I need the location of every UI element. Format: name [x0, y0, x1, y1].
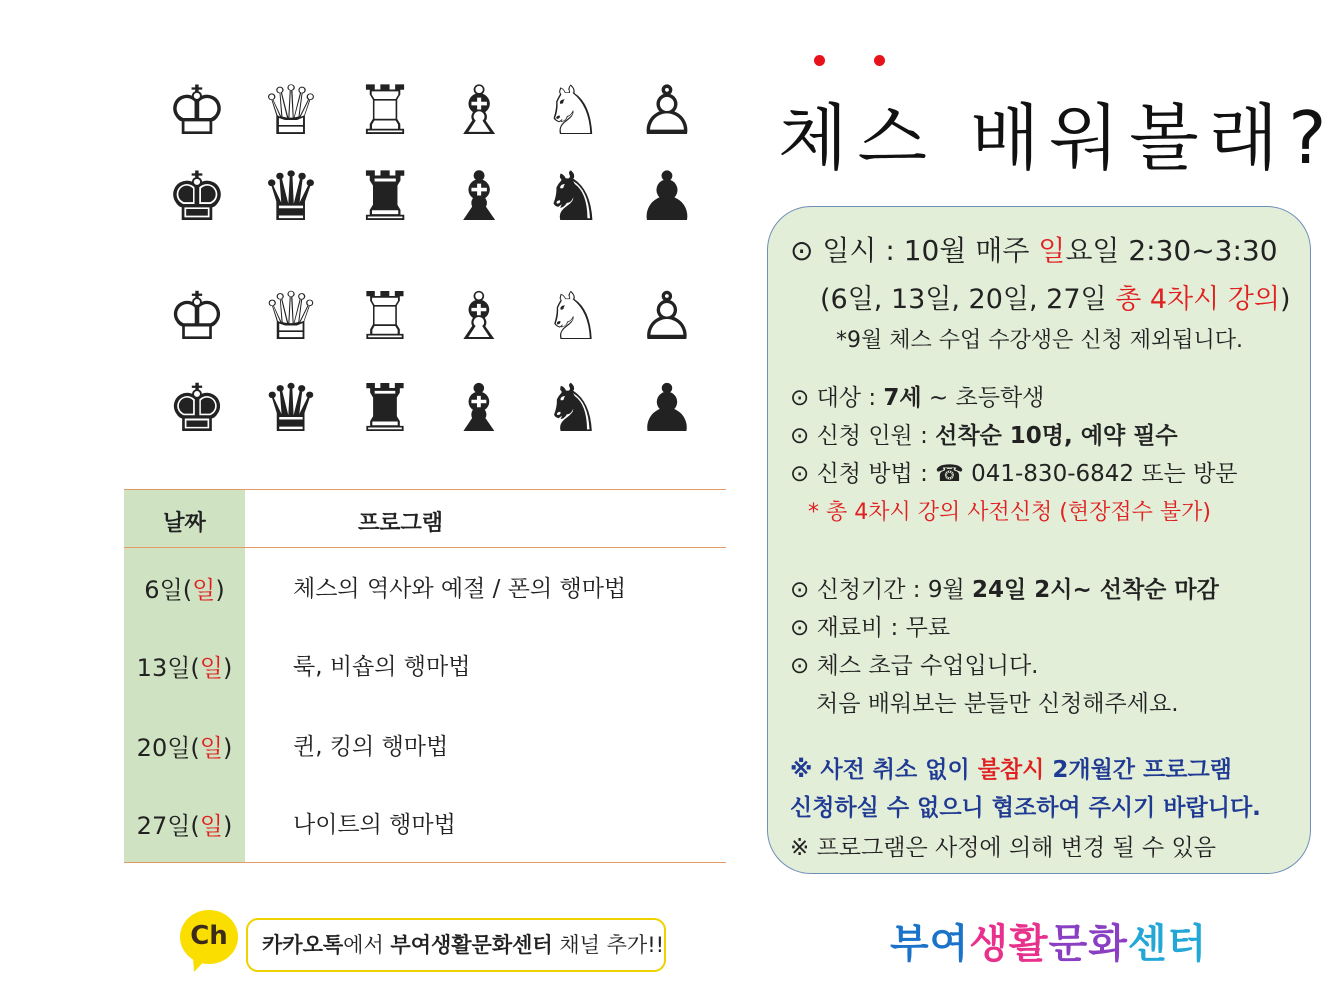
row-date: 27일(일): [136, 812, 233, 840]
schedule-table: [124, 489, 726, 863]
table-row: [124, 548, 726, 626]
method-line: ⊙ 신청 방법 : ☎ 041-830-6842 또는 방문: [790, 461, 1238, 487]
row-program: 룩, 비숍의 행마법: [293, 654, 471, 680]
kakao-ch-label: Ch: [190, 921, 228, 951]
white-pieces-row: [150, 72, 714, 151]
dates-line: (6일, 13일, 20일, 27일 총 4차시 강의): [820, 284, 1291, 315]
table-header: [124, 490, 726, 548]
schedule-line: ⊙ 일시 : 10월 매주 일요일 2:30~3:30: [790, 234, 1278, 267]
ornate-black-queen-icon: ♛: [261, 370, 321, 447]
row-date: 6일(일): [144, 576, 225, 604]
title-emphasis-dot: [874, 55, 885, 66]
level-line: ⊙ 체스 초급 수업입니다.: [790, 653, 1039, 679]
table-row: [124, 784, 726, 862]
september-note: *9월 체스 수업 수강생은 신청 제외됩니다.: [836, 328, 1243, 353]
logo-part-center: 센터: [1127, 921, 1208, 967]
ornate-white-pawn-icon: ♙: [637, 278, 697, 355]
ornate-white-knight-icon: ♘: [543, 278, 603, 355]
row-program: 퀸, 킹의 행마법: [293, 734, 449, 760]
row-date: 13일(일): [136, 654, 233, 682]
white-king-icon: ♔: [166, 72, 228, 151]
white-queen-icon: ♕: [260, 72, 322, 151]
title-emphasis-dot: [814, 55, 825, 66]
warning-line: ※ 사전 취소 없이 불참시 2개월간 프로그램: [790, 757, 1232, 783]
black-rook-icon: ♜: [354, 158, 416, 237]
quota-line: ⊙ 신청 인원 : 선착순 10명, 예약 필수: [790, 423, 1178, 449]
warning-line-2: 신청하실 수 없으니 협조하여 주시기 바랍니다.: [790, 795, 1261, 821]
method-note: * 총 4차시 강의 사전신청 (현장접수 불가): [808, 500, 1211, 525]
black-pawn-icon: ♟: [636, 158, 698, 237]
logo-part-buyeo: 부여: [890, 921, 970, 967]
ornate-black-rook-icon: ♜: [355, 370, 415, 447]
ornate-black-bishop-icon: ♝: [449, 370, 509, 447]
row-program: 체스의 역사와 예절 / 폰의 행마법: [293, 576, 627, 602]
table-row: [124, 706, 726, 784]
ornate-black-king-icon: ♚: [167, 370, 227, 447]
ornate-black-pieces-row: [150, 370, 714, 447]
ornate-white-rook-icon: ♖: [355, 278, 415, 355]
ornate-white-pieces-row: [150, 278, 714, 355]
header-program: 프로그램: [358, 511, 444, 536]
target-line: ⊙ 대상 : 7세 ~ 초등학생: [790, 385, 1045, 411]
white-bishop-icon: ♗: [448, 72, 510, 151]
ornate-black-knight-icon: ♞: [543, 370, 603, 447]
level-line-2: 처음 배워보는 분들만 신청해주세요.: [816, 691, 1179, 717]
row-date: 20일(일): [136, 734, 233, 762]
black-knight-icon: ♞: [542, 158, 604, 237]
black-queen-icon: ♛: [260, 158, 322, 237]
ornate-white-bishop-icon: ♗: [449, 278, 509, 355]
ornate-black-pawn-icon: ♟: [637, 370, 697, 447]
ornate-white-queen-icon: ♕: [261, 278, 321, 355]
white-rook-icon: ♖: [354, 72, 416, 151]
ornate-white-king-icon: ♔: [167, 278, 227, 355]
white-pawn-icon: ♙: [636, 72, 698, 151]
center-logo: [890, 912, 1207, 969]
header-date: 날짜: [163, 511, 206, 536]
black-bishop-icon: ♝: [448, 158, 510, 237]
info-panel: [767, 206, 1311, 874]
fee-line: ⊙ 재료비 : 무료: [790, 615, 951, 641]
page-title: 체스 배워볼래?: [778, 96, 1337, 180]
period-line: ⊙ 신청기간 : 9월 24일 2시~ 선착순 마감: [790, 577, 1219, 603]
logo-part-munhwa: 문화: [1048, 921, 1128, 967]
kakao-channel-text: 카카오톡에서 부여생활문화센터 채널 추가!!: [246, 918, 666, 972]
logo-part-saenghwal: 생활: [969, 921, 1049, 967]
black-pieces-row: [150, 158, 714, 237]
table-row: [124, 626, 726, 704]
black-king-icon: ♚: [166, 158, 228, 237]
change-note: ※ 프로그램은 사정에 의해 변경 될 수 있음: [790, 835, 1216, 861]
row-program: 나이트의 행마법: [293, 812, 456, 838]
white-knight-icon: ♘: [542, 72, 604, 151]
